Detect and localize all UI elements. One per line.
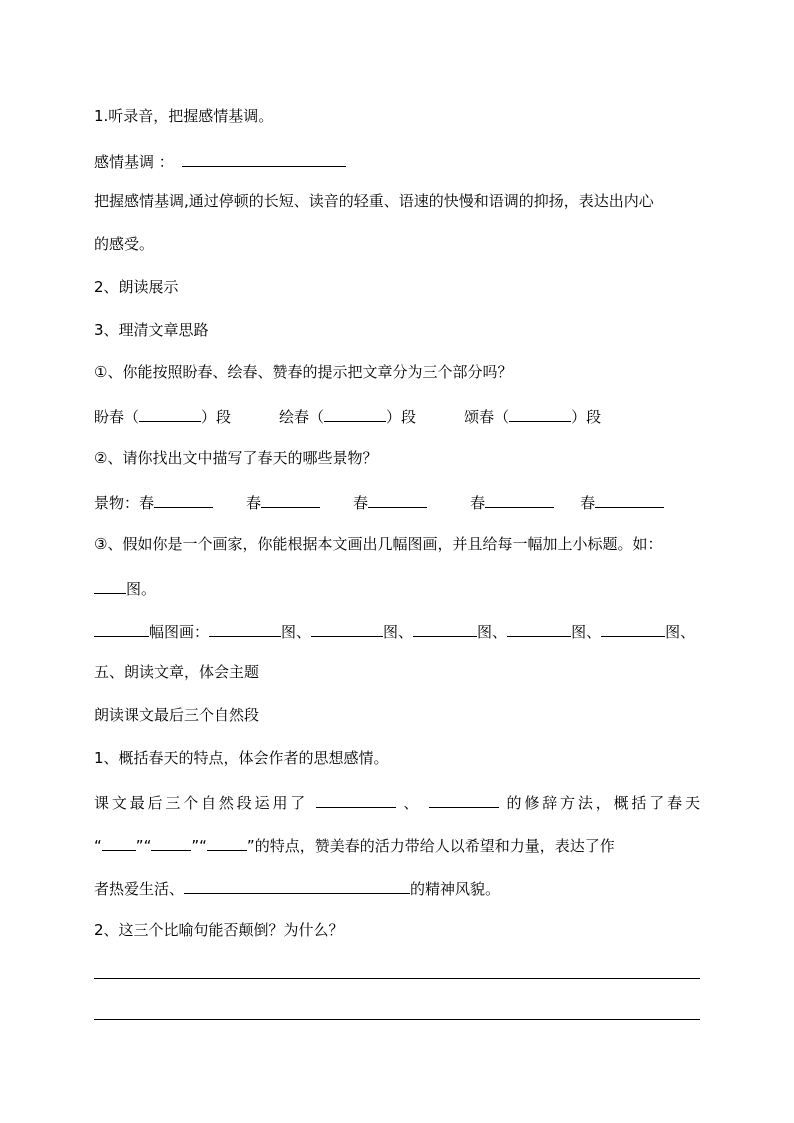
scenery-blank[interactable] — [485, 491, 554, 508]
part-song-chun: 颂春（ ）段 — [464, 405, 601, 427]
feature-blank-2[interactable] — [151, 834, 191, 851]
scenery-blank[interactable] — [368, 491, 427, 508]
scenery-blank[interactable] — [154, 491, 213, 508]
answer-line-2[interactable] — [94, 1019, 700, 1020]
scenery-item: 春 — [353, 491, 427, 513]
picture-title-item: 图、 — [209, 620, 311, 642]
emotion-tone-row — [94, 150, 346, 172]
reading-instruction-line2: 的感受。 — [94, 235, 155, 253]
section5-title: 五、朗读文章，体会主题 — [94, 663, 260, 681]
scenery-label: 景物： — [94, 494, 140, 512]
section5-q1-title: 1、概括春天的特点，体会作者的思想感情。 — [94, 749, 389, 767]
scenery-row — [94, 491, 664, 513]
emotion-tone-label: 感情基调 ： — [94, 153, 174, 171]
part-pan-chun: 盼春（ ）段 — [94, 405, 231, 427]
picture-example-row: 图。 — [94, 577, 156, 599]
rhetoric-blank-1[interactable] — [316, 791, 396, 808]
spirit-blank[interactable] — [184, 877, 410, 894]
rhetoric-line3: 者热爱生活、 的精神风貌。 — [94, 877, 500, 899]
picture-title-blank[interactable] — [601, 620, 665, 637]
picture-example-blank[interactable] — [94, 577, 126, 594]
scenery-item: 春 — [470, 491, 554, 513]
rhetoric-line1: 课文最后三个自然段运用了 、 的修辞方法，概括了春天 — [94, 791, 700, 813]
picture-count-blank[interactable] — [94, 620, 149, 637]
feature-blank-3[interactable] — [207, 834, 247, 851]
picture-title-item: 图、 — [413, 620, 507, 642]
picture-title-blank[interactable] — [413, 620, 477, 637]
q3-sub1-question: ①、你能按照盼春、绘春、赞春的提示把文章分为三个部分吗？ — [94, 363, 513, 381]
section5-subtitle: 朗读课文最后三个自然段 — [94, 706, 260, 724]
picture-title-item: 图、 — [311, 620, 413, 642]
section5-q2-title: 2、这三个比喻句能否颠倒？为什么？ — [94, 921, 344, 939]
picture-title-item: 图、 — [601, 620, 695, 642]
feature-blank-1[interactable] — [102, 834, 136, 851]
scenery-blank[interactable] — [261, 491, 320, 508]
part-pan-chun-blank[interactable] — [139, 405, 201, 422]
scenery-item: 春 — [246, 491, 320, 513]
part-hui-chun-blank[interactable] — [324, 405, 386, 422]
picture-titles-row: 幅图画： 图、 图、 图、 图、 图、 — [94, 620, 695, 642]
paragraph-division-row — [94, 405, 601, 427]
part-hui-chun: 绘春（ ）段 — [279, 405, 416, 427]
scenery-item: 春 — [139, 491, 213, 513]
part-song-chun-blank[interactable] — [509, 405, 571, 422]
q3-title: 3、理清文章思路 — [94, 321, 209, 339]
picture-title-blank[interactable] — [311, 620, 383, 637]
picture-title-blank[interactable] — [209, 620, 281, 637]
q3-sub3-question: ③、假如你是一个画家，你能根据本文画出几幅图画，并且给每一幅加上小标题。如： — [94, 535, 663, 553]
picture-title-item: 图、 — [507, 620, 601, 642]
scenery-item: 春 — [580, 491, 664, 513]
q3-sub2-question: ②、请你找出文中描写了春天的哪些景物？ — [94, 449, 378, 467]
q2-title: 2、朗读展示 — [94, 278, 179, 296]
q1-title: 1.听录音，把握感情基调。 — [94, 107, 274, 125]
answer-line-1[interactable] — [94, 978, 700, 979]
rhetoric-blank-2[interactable] — [429, 791, 499, 808]
picture-title-blank[interactable] — [507, 620, 571, 637]
emotion-tone-blank[interactable] — [182, 150, 346, 167]
scenery-blank[interactable] — [595, 491, 664, 508]
rhetoric-line2: “ ”“ ”“ ”的特点，赞美春的活力带给人以希望和力量，表达了作 — [94, 834, 615, 856]
reading-instruction-line1: 把握感情基调,通过停顿的长短、读音的轻重、语速的快慢和语调的抑扬，表达出内心 — [94, 192, 654, 210]
